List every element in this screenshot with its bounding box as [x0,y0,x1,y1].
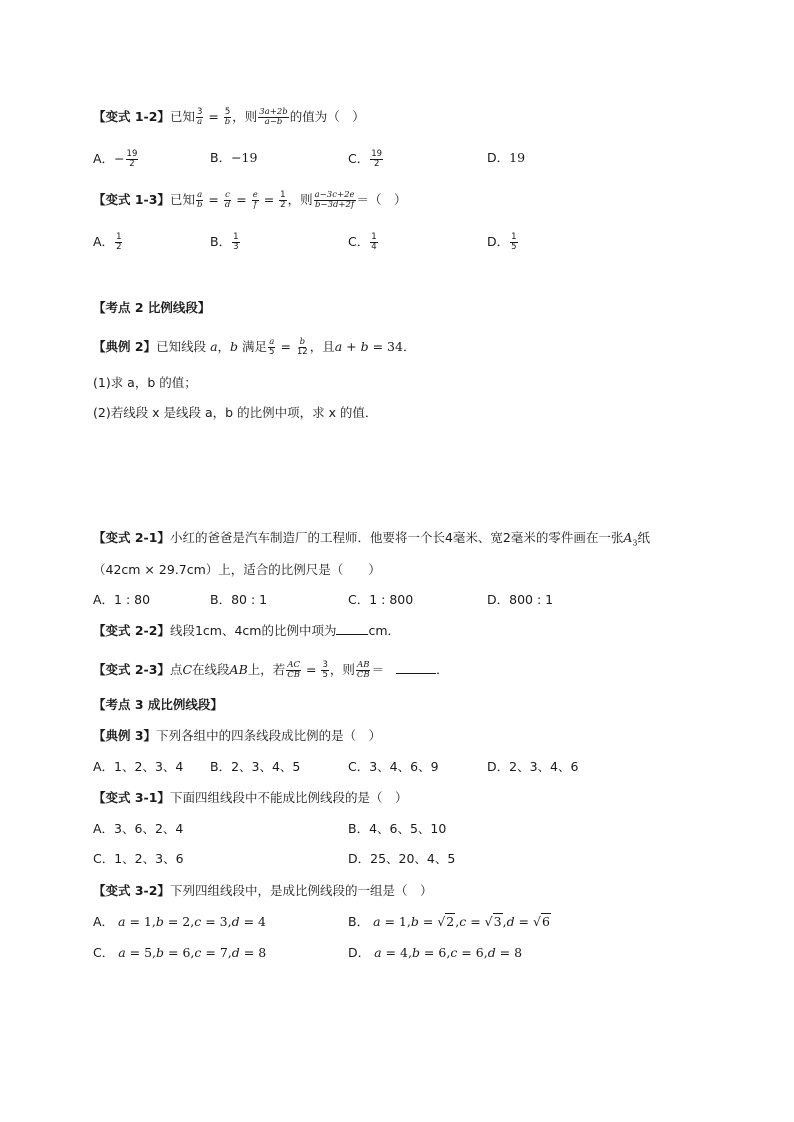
question-tag: 【变式 2-2】 [93,623,170,638]
option-b[interactable]: B．80 : 1 [210,592,268,607]
question-tag: 【典例 3】 [93,728,157,743]
question-2-2-stem: 【变式 2-2】线段1cm、4cm的比例中项为 cm． [93,623,401,638]
example-3-stem: 【典例 3】下列各组中的四条线段成比例的是（ ） [93,728,382,743]
question-2-1-stem-cont: （42cm × 29.7cm）上，适合的比例尺是（ ） [93,562,381,577]
question-tag: 【典例 2】 [93,339,157,354]
option-a[interactable]: A．1、2、3、4 [93,759,184,774]
question-tag: 【变式 2-1】 [93,530,170,545]
fraction-expression: $\frac{a-3c+2e}{b-3d+2f}$ [314,190,355,210]
question-tag: 【变式 3-1】 [93,790,170,805]
question-3-2-stem: 【变式 3-2】下列四组线段中，是成比例线段的一组是（ ） [93,883,433,898]
option-a[interactable]: A．− $\frac{19}{2}$ [93,149,138,169]
question-1-3-stem: 【变式 1-3】已知 $\frac{a}{b}$ = $\frac{c}{d}$ = $\frac{e}{f}$ = $\frac{1}{2}$ ，则 $\frac{a-3c+2e}{b-3d+2f}$ ＝（ ） [93,190,407,210]
example-2-part-2: (2)若线段 x 是线段 a，b 的比例中项，求 x 的值． [93,405,378,420]
stem-text: ，则 [287,192,313,207]
option-b[interactable]: B．−19 [210,150,258,165]
option-a[interactable]: A．1 : 80 [93,592,151,607]
option-b[interactable]: B．4、6、5、10 [348,821,447,836]
fraction-5-over-b: $\frac{5}{b}$ [224,107,231,127]
option-c[interactable]: C． $\frac{1}{4}$ [348,232,377,252]
option-b-value: −19 [231,150,258,165]
answer-blank[interactable] [336,622,368,635]
question-1-2-stem: 【变式 1-2】已知 $\frac{3}{a}$ = $\frac{5}{b}$ ，则 $\frac{3a+2b}{a-b}$ 的值为（ ） [93,107,365,127]
question-3-1-stem: 【变式 3-1】下面四组线段中不能成比例线段的是（ ） [93,790,408,805]
option-a[interactable]: A．3、6、2、4 [93,821,184,836]
section-2-title: 【考点 2 比例线段】 [93,300,211,315]
question-2-3-stem: 【变式 2-3】点C在线段AB上，若 $\frac{AC}{CB}$ = $\frac{3}{5}$ ，则 $\frac{AB}{CB}$ ＝ ． [93,660,449,680]
stem-text: ，则 [232,109,258,124]
option-a[interactable]: A． $\frac{1}{2}$ [93,232,122,252]
example-2-part-1: (1)求 a，b 的值； [93,375,197,390]
option-d[interactable]: D．2、3、4、6 [487,759,579,774]
option-b[interactable]: B．2、3、4、5 [210,759,301,774]
section-3-title: 【考点 3 成比例线段】 [93,697,223,712]
option-c[interactable]: C．1、2、3、6 [93,851,184,866]
option-d-value: 19 [509,150,526,165]
question-tag: 【变式 1-3】 [93,192,170,207]
option-d[interactable]: D．800 : 1 [487,592,554,607]
option-d[interactable]: D． $\frac{1}{5}$ [487,232,517,252]
stem-text: 已知 [169,192,195,207]
fraction-expression: $\frac{3a+2b}{a-b}$ [259,107,288,127]
option-d[interactable]: D．25、20、4、5 [348,851,456,866]
question-tag: 【变式 2-3】 [93,662,170,677]
stem-text: 已知 [169,109,195,124]
stem-text: 的值为（ ） [289,109,365,124]
option-d[interactable]: D． a = 4,b = 6,c = 6,d = 8 [348,945,523,960]
example-2-stem: 【典例 2】已知线段 a，b 满足 $\frac{a}{5}$ = $\frac{b}{12}$ ，且a + b = 34． [93,337,416,357]
answer-blank[interactable] [396,661,436,674]
option-c[interactable]: C．3、4、6、9 [348,759,439,774]
option-c[interactable]: C． $\frac{19}{2}$ [348,149,383,169]
option-c[interactable]: C．1 : 800 [348,592,414,607]
option-a[interactable]: A． a = 1,b = 2,c = 3,d = 4 [93,914,266,929]
question-2-1-stem: 【变式 2-1】小红的爸爸是汽车制造厂的工程师．他要将一个长4毫米、宽2毫米的零件画在一张$A_3$纸 [93,530,650,548]
option-c[interactable]: C． a = 5,b = 6,c = 7,d = 8 [93,945,267,960]
fraction-3-over-a: $\frac{3}{a}$ [196,107,203,127]
option-b[interactable]: B． $\frac{1}{3}$ [210,232,239,252]
option-b[interactable]: B． a = 1,b = √2,c = √3,d = √6 [348,914,550,929]
question-tag: 【变式 1-2】 [93,109,170,124]
stem-text: ＝（ ） [356,192,407,207]
question-tag: 【变式 3-2】 [93,883,170,898]
option-d[interactable]: D．19 [487,150,526,165]
